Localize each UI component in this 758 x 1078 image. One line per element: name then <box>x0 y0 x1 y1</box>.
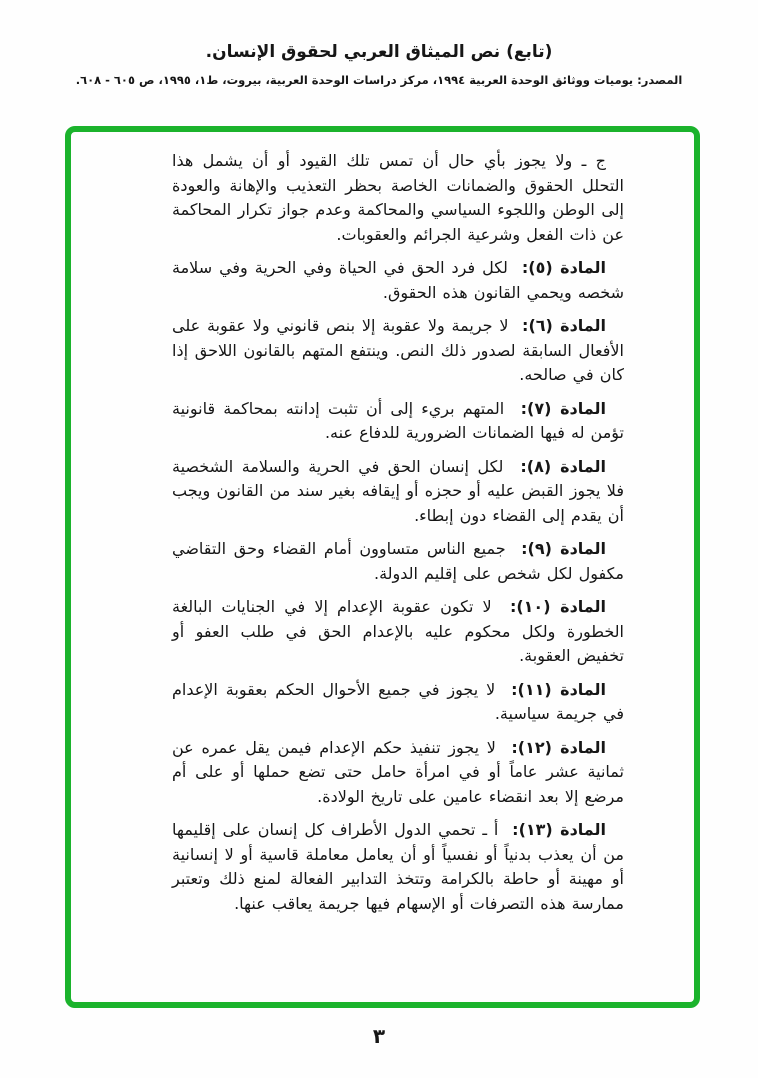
article-text: لكل إنسان الحق في الحرية والسلامة الشخصية فلا يجوز القبض عليه أو حجزه أو إيقافه بغير سند من القانون ويجب أن يقدم إلى القضاء دون إبطاء. <box>172 456 624 525</box>
article-text: لا جريمة ولا عقوبة إلا بنص قانوني ولا عقوبة على الأفعال السابقة لصدور ذلك النص. وينتفع المتهم بالقانون اللاحق إذا كان في صالحه. <box>172 316 624 384</box>
document-title: (تابع) نص الميثاق العربي لحقوق الإنسان. <box>205 42 553 62</box>
article-paragraph <box>172 314 624 388</box>
article-paragraph <box>172 736 624 810</box>
article-paragraph <box>172 595 624 669</box>
page-number: ٣ <box>372 1024 386 1048</box>
article-text: لا يجوز تنفيذ حكم الإعدام فيمن يقل عمره عن ثمانية عشر عاماً أو في امرأة حامل حتى تضع حملها أو على أم مرضع إلا بعد انقضاء عامين على تاريخ الولادة. <box>172 737 624 806</box>
article-text: المتهم بريء إلى أن تثبت إدانته بمحاكمة قانونية تؤمن له فيها الضمانات الضرورية للدفاع عنه. <box>172 398 624 442</box>
article-label: المادة (٧): <box>520 398 606 418</box>
article-label: المادة (١٠): <box>509 597 607 616</box>
article-paragraph <box>172 678 624 727</box>
source-citation: المصدر: يوميات ووثائق الوحدة العربية ١٩٩٤، مركز دراسات الوحدة العربية، بيروت، ط١، ١٩٩٥، ص ٦٠٥ - ٦٠٨. <box>75 73 683 87</box>
article-paragraph <box>172 149 624 247</box>
article-label: المادة (٥): <box>521 258 607 277</box>
article-paragraph <box>172 537 624 586</box>
article-paragraph <box>172 455 624 529</box>
article-paragraph <box>172 818 624 916</box>
article-text: لكل فرد الحق في الحياة وفي الحرية وفي سلامة شخصه ويحمي القانون هذه الحقوق. <box>172 258 624 302</box>
article-label: المادة (٩): <box>521 539 607 558</box>
article-label: المادة (١٣): <box>512 820 607 839</box>
article-label: المادة (٨): <box>520 456 607 476</box>
article-paragraph <box>172 256 624 305</box>
article-text: أ ـ تحمي الدول الأطراف كل إنسان على إقليمها من أن يعذب بدنياً أو نفسياً أو أن يعامل معاملة قاسية أو لا إنسانية أو مهينة أو حاطة بالكرامة وتتخذ التدابير الفعالة لمنع ذلك وتعتبر ممارسة هذه التصرفات أو الإسهام فيها جريمة يعاقب عنها. <box>172 820 624 913</box>
article-text: ج ـ ولا يجوز بأي حال أن تمس تلك القيود أو أن يشمل هذا التحلل الحقوق والضمانات الخاصة بحظر التعذيب والإهانة والعودة إلى الوطن واللجوء السياسي والمحاكمة وعدم جواز تكرار المحاكمة عن ذات الفعل وشرعية الجرائم والعقوبات. <box>172 151 624 244</box>
article-label: المادة (١١): <box>511 679 607 699</box>
article-paragraph <box>172 397 624 446</box>
page-header <box>0 42 758 87</box>
article-label: المادة (٦): <box>522 316 606 335</box>
article-label: المادة (١٢): <box>511 737 607 757</box>
highlight-box <box>65 126 700 1008</box>
article-text: لا يجوز في جميع الأحوال الحكم بعقوبة الإعدام في جريمة سياسية. <box>172 679 624 723</box>
document-text <box>172 149 624 925</box>
article-text: جميع الناس متساوون أمام القضاء وحق التقاضي مكفول لكل شخص على إقليم الدولة. <box>172 539 624 583</box>
article-text: لا تكون عقوبة الإعدام إلا في الجنايات البالغة الخطورة ولكل محكوم عليه بالإعدام الحق في طلب العفو أو تخفيض العقوبة. <box>172 597 624 665</box>
